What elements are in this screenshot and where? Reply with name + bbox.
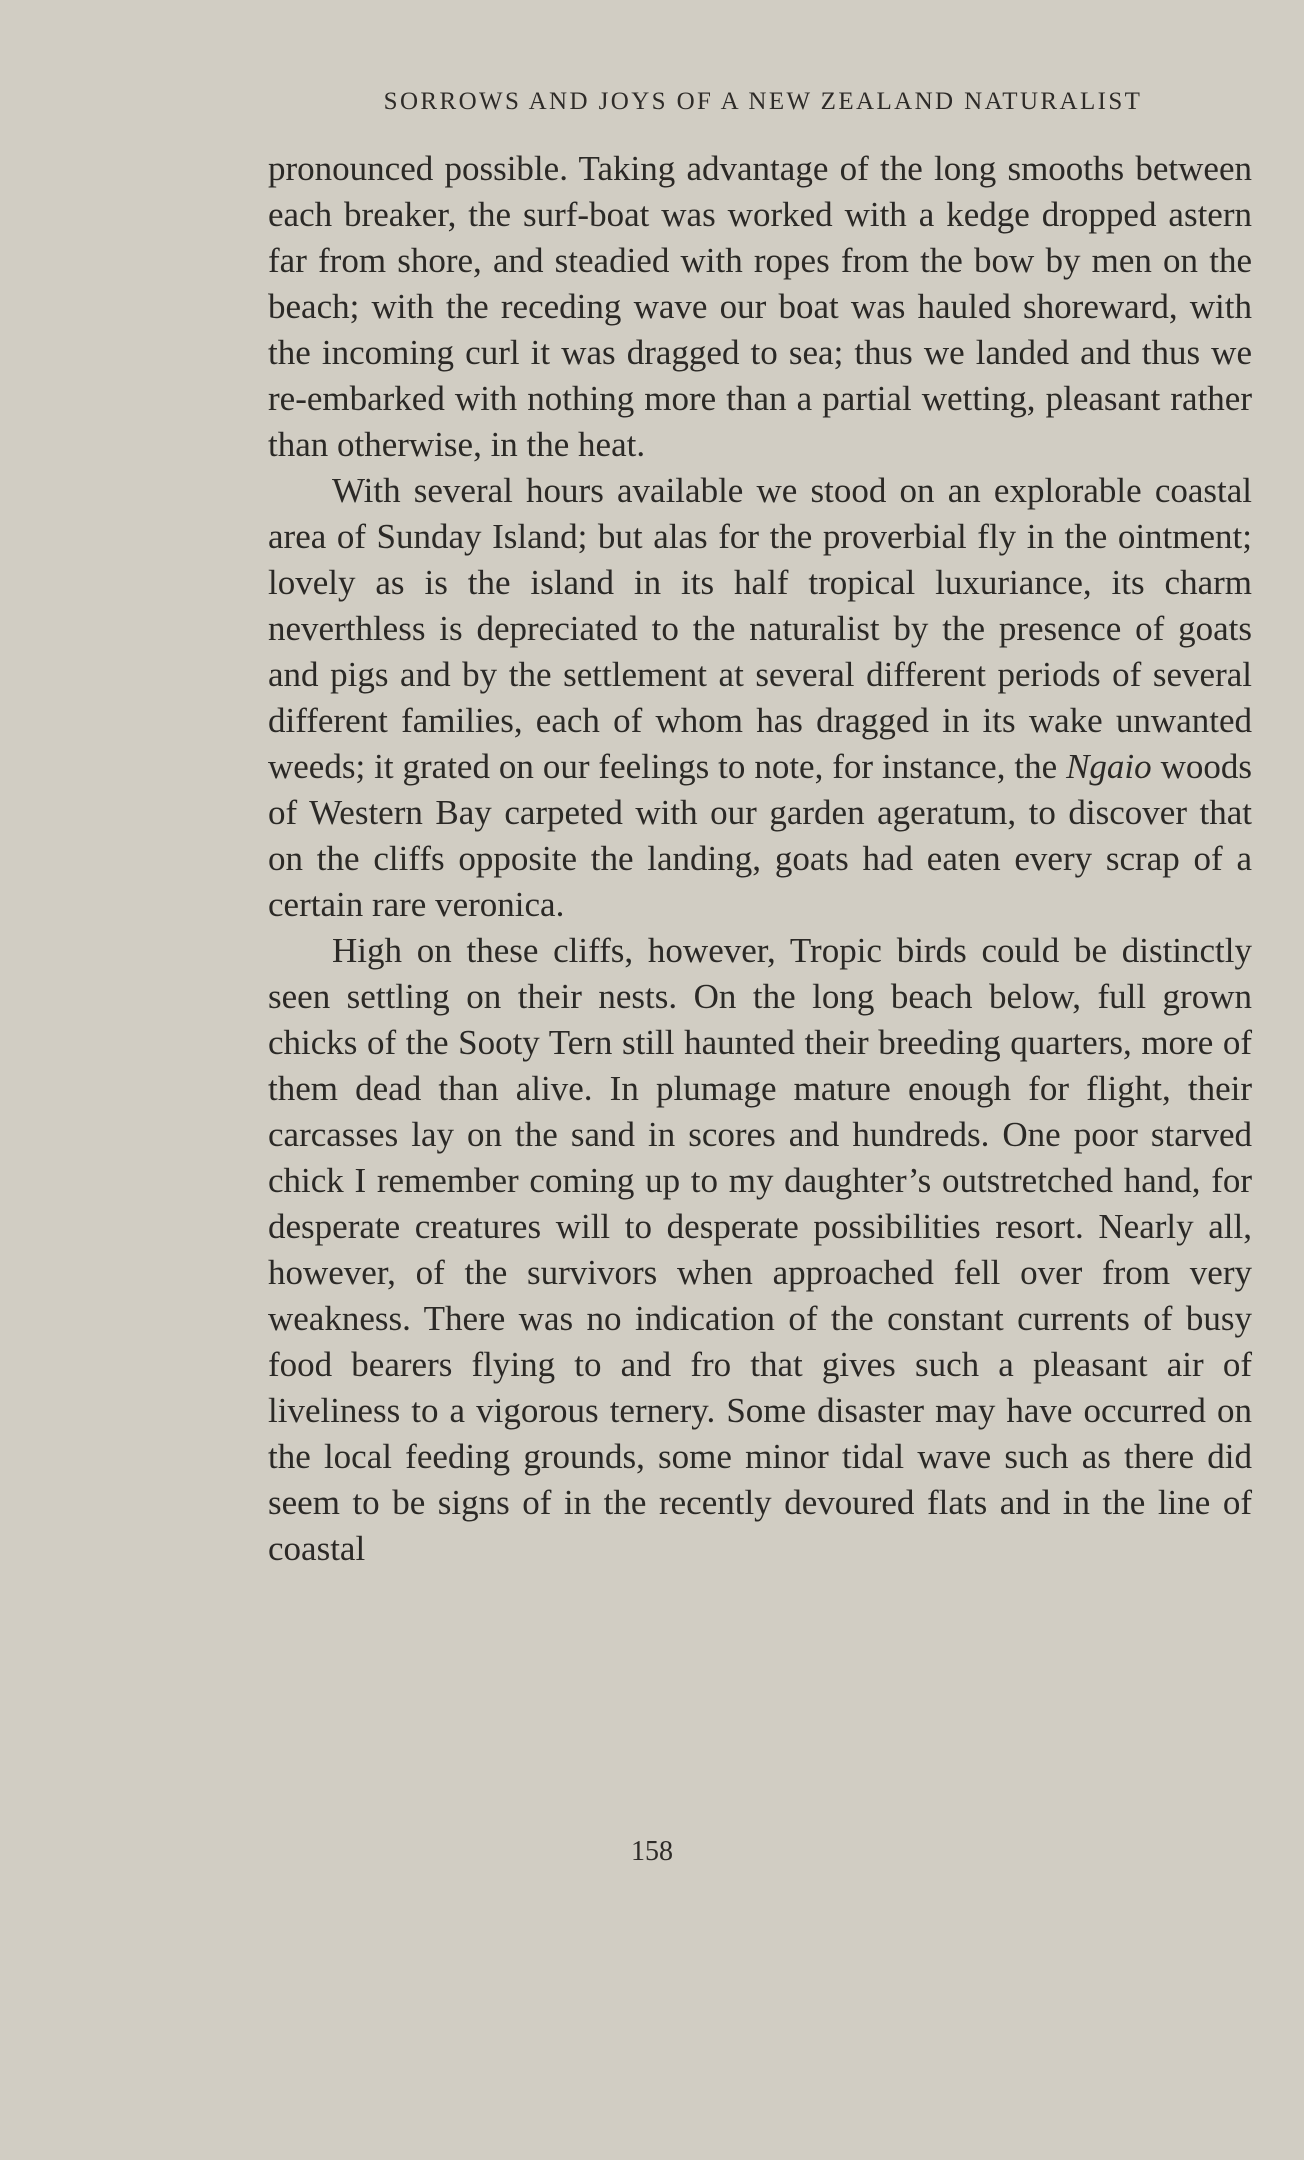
paragraph-2-text-start: With several hours available we stood on an explorable coastal area of Sunday Island; but alas for the proverbial fly in the ointment; lovely as is the island in its half tropical luxuriance, its charm neverthless is depreciated to the naturalist by the presence of goats and pigs and by the settlement at several different periods of several different families, each of whom has dragged in its wake unwanted weeds; it grated on our feelings to note, for instance, the bbox=[268, 471, 1252, 786]
page-number: 158 bbox=[631, 1836, 673, 1867]
running-header: SORROWS AND JOYS OF A NEW ZEALAND NATURALIST bbox=[383, 88, 1143, 115]
paragraph-2 bbox=[268, 468, 1252, 928]
page-body bbox=[268, 146, 1252, 1572]
paragraph-2-text-end: woods of Western Bay carpeted with our garden ageratum, to discover that on the cliffs opposite the landing, goats had eaten every scrap of a certain rare veronica. bbox=[268, 747, 1252, 924]
paragraph-3: High on these cliffs, however, Tropic birds could be distinctly seen settling on their nests. On the long beach below, full grown chicks of the Sooty Tern still haunted their breeding quarters, more of them dead than alive. In plumage mature enough for flight, their carcasses lay on the sand in scores and hundreds. One poor starved chick I remember coming up to my daughter’s outstretched hand, for desperate creatures will to desperate possibilities resort. Nearly all, however, of the survivors when approached fell over from very weakness. There was no indication of the constant currents of busy food bearers flying to and fro that gives such a pleasant air of liveliness to a vigorous ternery. Some disaster may have occurred on the local feeding grounds, some minor tidal wave such as there did seem to be signs of in the recently devoured flats and in the line of coastal bbox=[268, 931, 1252, 1568]
paragraph-1: pronounced possible. Taking advantage of the long smooths between each breaker, the surf-boat was worked with a kedge dropped astern far from shore, and steadied with ropes from the bow by men on the beach; with the receding wave our boat was hauled shoreward, with the incoming curl it was dragged to sea; thus we landed and thus we re-embarked with nothing more than a partial wetting, pleasant rather than otherwise, in the heat. bbox=[268, 149, 1252, 464]
paragraph-2-italic-term: Ngaio bbox=[1066, 747, 1152, 786]
